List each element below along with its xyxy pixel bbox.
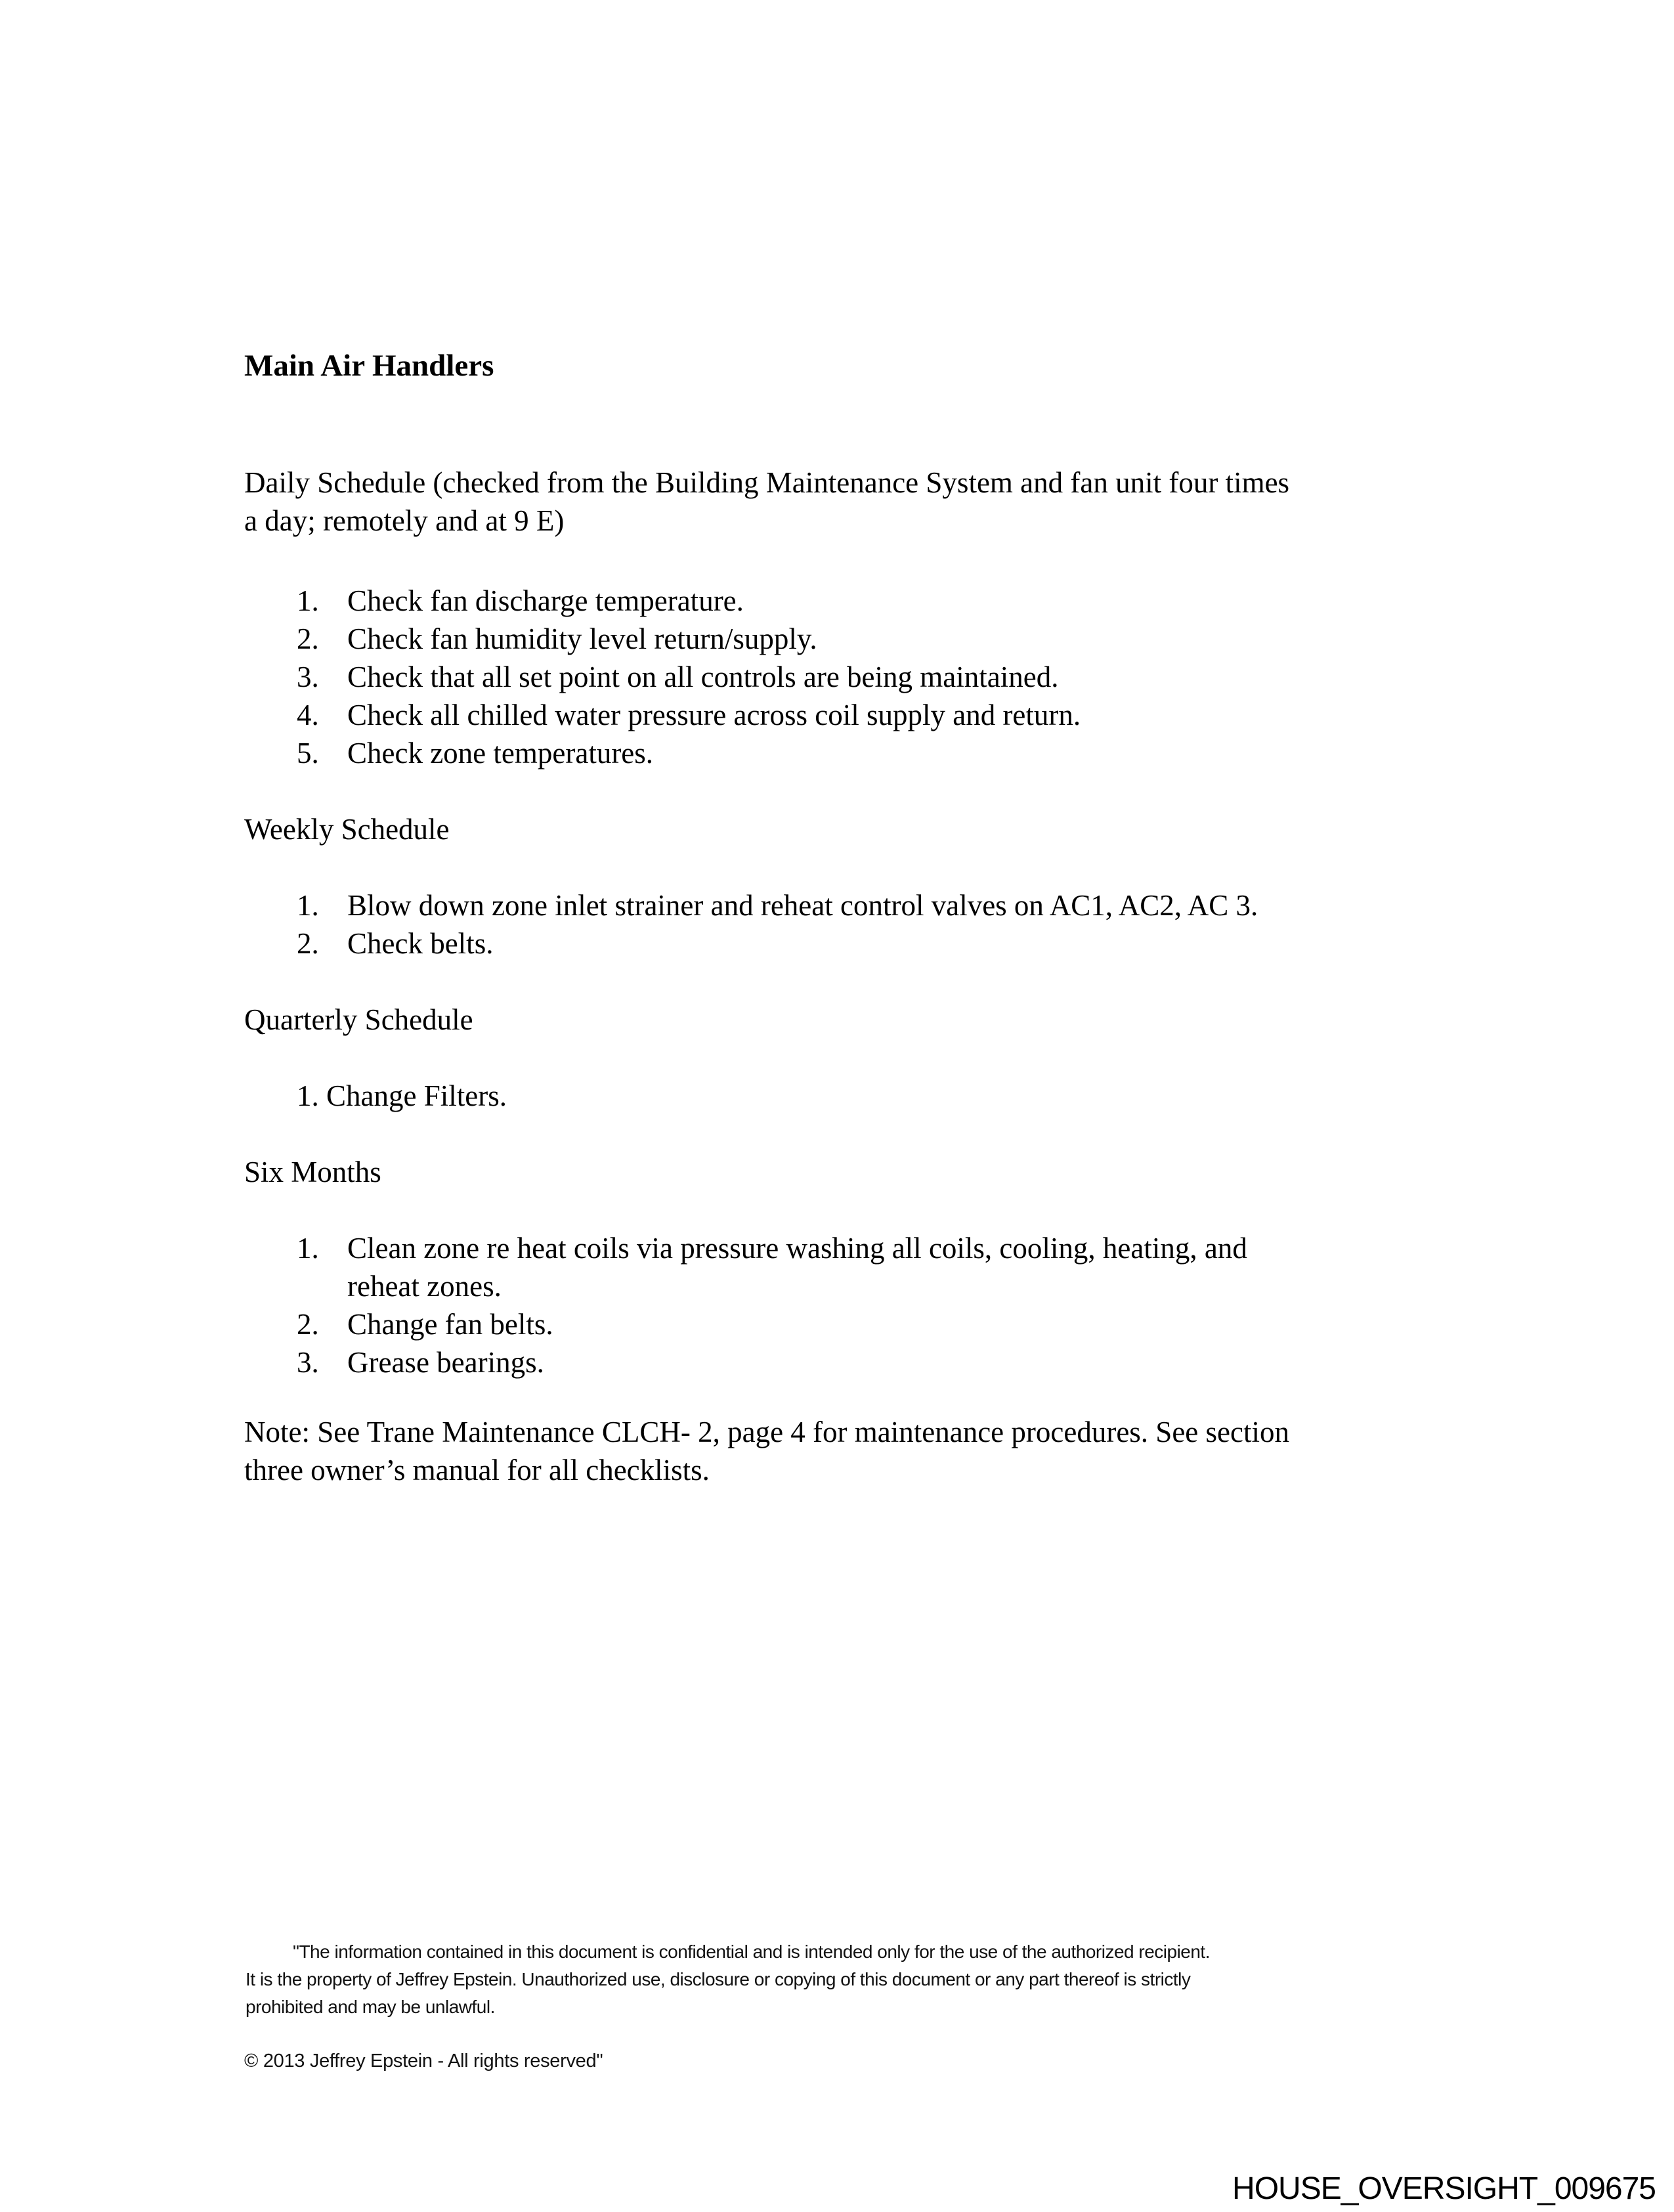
list-item-text: Check fan humidity level return/supply. (347, 622, 817, 655)
note-line: Note: See Trane Maintenance CLCH- 2, page 4 for maintenance procedures. See section (244, 1416, 1289, 1448)
six-months-list (244, 1229, 1247, 1381)
list-item (244, 620, 1081, 658)
list-item (244, 924, 1258, 963)
list-item (244, 1229, 1247, 1305)
list-item (244, 1305, 1247, 1343)
weekly-schedule-list (244, 886, 1258, 963)
confidentiality-line: prohibited and may be unlawful. (246, 1997, 495, 2017)
list-item-number: 3. (297, 661, 319, 693)
list-item-text (347, 1229, 1247, 1305)
list-item-text: Check zone temperatures. (347, 737, 654, 770)
list-item-number: 3. (297, 1346, 319, 1379)
list-item-number: 2. (297, 927, 319, 960)
list-item-number: 5. (297, 737, 319, 770)
quarterly-schedule-list (244, 1077, 507, 1115)
weekly-schedule-heading: Weekly Schedule (244, 813, 450, 846)
list-item (244, 582, 1081, 620)
quarterly-schedule-item: 1. Change Filters. (297, 1079, 507, 1112)
list-item-text: Check that all set point on all controls are being maintained. (347, 661, 1059, 693)
list-item (244, 734, 1081, 772)
list-item-text: Check all chilled water pressure across coil supply and return. (347, 699, 1081, 731)
list-item-line: reheat zones. (347, 1270, 502, 1303)
list-item-number: 4. (297, 699, 319, 731)
quarterly-schedule-heading: Quarterly Schedule (244, 1003, 473, 1036)
daily-intro-line: a day; remotely and at 9 E) (244, 504, 565, 537)
note-paragraph (244, 1413, 1289, 1489)
document-title: Main Air Handlers (244, 349, 494, 383)
list-item (244, 886, 1258, 924)
list-item-number: 1. (297, 1232, 319, 1265)
list-item-text: Change fan belts. (347, 1308, 553, 1341)
copyright-line: © 2013 Jeffrey Epstein - All rights reserved" (244, 2050, 603, 2071)
daily-schedule-list (244, 582, 1081, 772)
list-item-number: 2. (297, 1308, 319, 1341)
daily-intro-paragraph (244, 464, 1289, 540)
list-item-text: Check fan discharge temperature. (347, 584, 744, 617)
daily-intro-line: Daily Schedule (checked from the Building Maintenance System and fan unit four times (244, 466, 1290, 499)
confidentiality-line: It is the property of Jeffrey Epstein. Unauthorized use, disclosure or copying of this document or any part thereof is strictly (246, 1969, 1191, 1989)
list-item (244, 696, 1081, 734)
list-item-text: Grease bearings. (347, 1346, 544, 1379)
note-line: three owner’s manual for all checklists. (244, 1454, 710, 1486)
list-item (244, 1343, 1247, 1381)
bates-number: HOUSE_OVERSIGHT_009675 (1232, 2171, 1656, 2206)
list-item (244, 658, 1081, 696)
confidentiality-line: "The information contained in this document is confidential and is intended only for the use of the authorized recipient. (293, 1941, 1210, 1962)
list-item-number: 1. (297, 584, 319, 617)
list-item-number: 2. (297, 622, 319, 655)
list-item-number: 1. (297, 889, 319, 922)
list-item-text: Blow down zone inlet strainer and reheat control valves on AC1, AC2, AC 3. (347, 889, 1258, 922)
list-item-text: Check belts. (347, 927, 494, 960)
list-item-line: Clean zone re heat coils via pressure washing all coils, cooling, heating, and (347, 1232, 1247, 1265)
six-months-heading: Six Months (244, 1156, 381, 1188)
confidentiality-notice (246, 1938, 1210, 2021)
